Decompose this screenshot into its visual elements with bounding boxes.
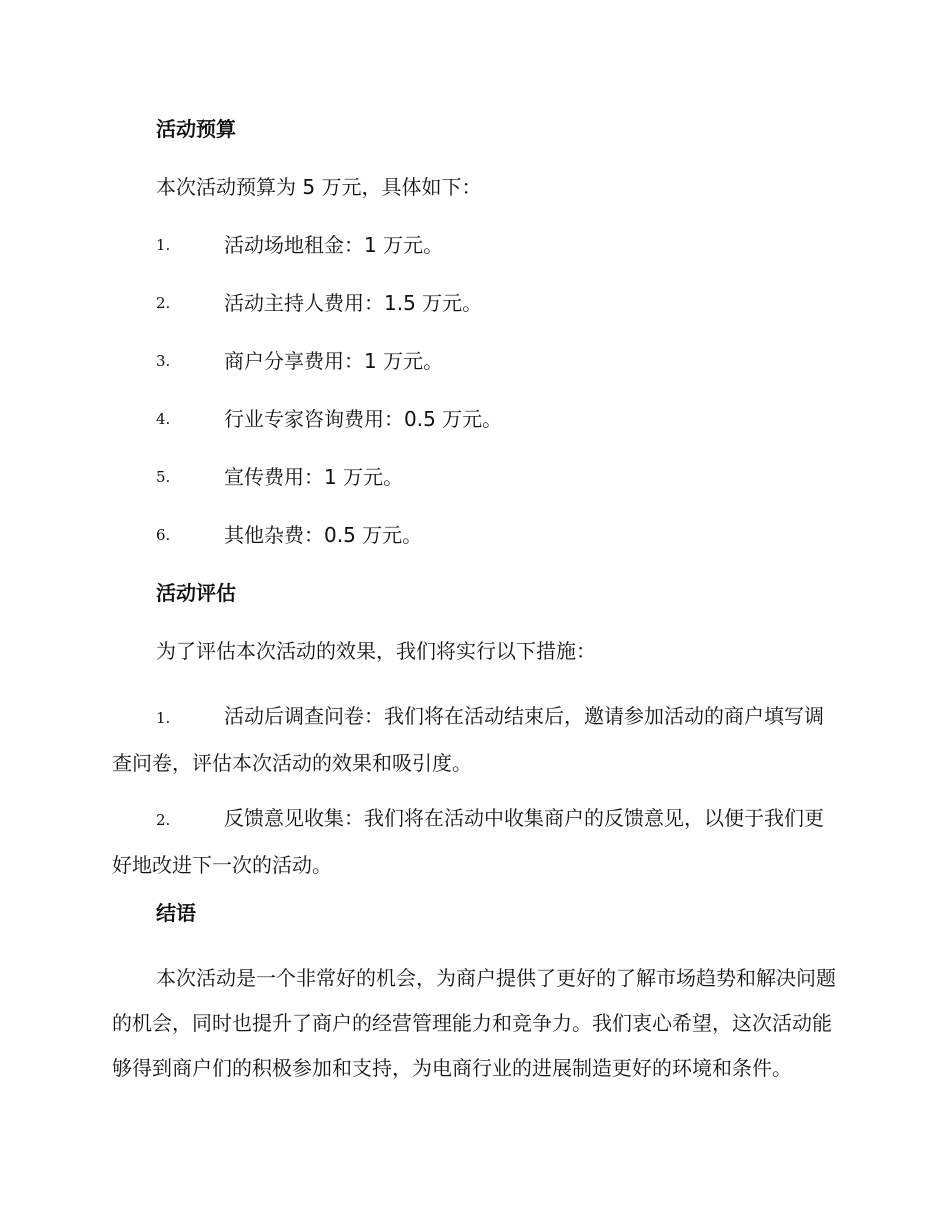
list-number: 5.: [156, 468, 171, 486]
list-text: 活动场地租金：1 万元。: [224, 233, 444, 257]
budget-item: [112, 520, 840, 550]
list-number: 1.: [156, 236, 171, 254]
budget-heading: 活动预算: [156, 117, 236, 141]
budget-item: [112, 462, 840, 492]
budget-item: [112, 230, 840, 260]
budget-intro: 本次活动预算为 5 万元，具体如下：: [156, 175, 482, 199]
list-text: 宣传费用：1 万元。: [224, 465, 404, 489]
list-number: 1.: [156, 709, 171, 727]
list-text: 商户分享费用：1 万元。: [224, 349, 444, 373]
conclusion-body: 本次活动是一个非常好的机会，为商户提供了更好的了解市场趋势和解决问题的机会，同时也提升了商户的经营管理能力和竞争力。我们衷心希望，这次活动能够得到商户们的积极参加和支持，为电商行业的进展制造更好的环境和条件。: [112, 966, 836, 1080]
list-text: 其他杂费：0.5 万元。: [224, 523, 423, 547]
list-text: 行业专家咨询费用：0.5 万元。: [224, 407, 503, 431]
document-content: [112, 114, 840, 1103]
list-text: 活动主持人费用：1.5 万元。: [224, 291, 483, 315]
budget-item: [112, 288, 840, 318]
list-number: 3.: [156, 352, 171, 370]
list-number: 4.: [156, 410, 171, 428]
budget-item: [112, 346, 840, 376]
evaluation-heading: 活动评估: [156, 581, 236, 605]
list-text: 反馈意见收集：我们将在活动中收集商户的反馈意见，以便于我们更好地改进下一次的活动。: [112, 806, 824, 877]
list-text: 活动后调查问卷：我们将在活动结束后，邀请参加活动的商户填写调查问卷，评估本次活动的效果和吸引度。: [112, 704, 824, 775]
list-number: 2.: [156, 811, 171, 829]
evaluation-item: [112, 796, 840, 888]
budget-item: [112, 404, 840, 434]
evaluation-item: [112, 694, 840, 786]
conclusion-heading: 结语: [156, 901, 196, 925]
evaluation-intro: 为了评估本次活动的效果，我们将实行以下措施：: [156, 639, 596, 663]
list-number: 2.: [156, 294, 171, 312]
list-number: 6.: [156, 526, 171, 544]
